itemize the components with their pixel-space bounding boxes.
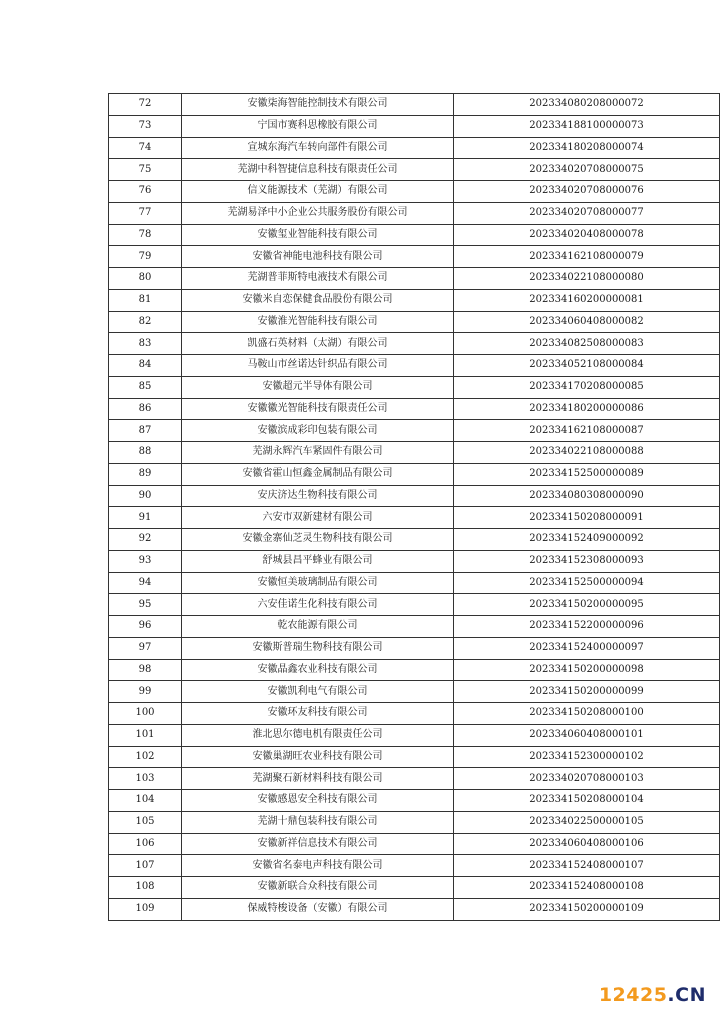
registration-code-cell: 202334150200000099 [454,681,720,703]
company-name-cell: 安徽斯普瑞生物科技有限公司 [182,637,454,659]
registration-code-cell: 202334020708000077 [454,202,720,224]
company-name-cell: 芜湖中科智捷信息科技有限责任公司 [182,159,454,181]
row-number-cell: 92 [109,529,182,551]
row-number-cell: 93 [109,550,182,572]
registration-code-cell: 202334152200000096 [454,616,720,638]
registration-code-cell: 202334022108000080 [454,268,720,290]
row-number-cell: 80 [109,268,182,290]
company-name-cell: 安徽巢湖旺农业科技有限公司 [182,746,454,768]
registration-code-cell: 202334052108000084 [454,355,720,377]
table-row [109,94,720,116]
table-row [109,529,720,551]
row-number-cell: 89 [109,463,182,485]
row-number-cell: 82 [109,311,182,333]
registration-code-cell: 202334020708000075 [454,159,720,181]
registration-code-cell: 202334150208000104 [454,790,720,812]
table-row [109,898,720,920]
row-number-cell: 90 [109,485,182,507]
table-row [109,463,720,485]
table-row [109,246,720,268]
registration-code-cell: 202334022500000105 [454,811,720,833]
table-row [109,398,720,420]
table-row [109,703,720,725]
company-name-cell: 安徽金寨仙芝灵生物科技有限公司 [182,529,454,551]
table-row [109,333,720,355]
table-row [109,159,720,181]
row-number-cell: 88 [109,442,182,464]
row-number-cell: 100 [109,703,182,725]
company-name-cell: 宣城东海汽车转向部件有限公司 [182,137,454,159]
row-number-cell: 79 [109,246,182,268]
row-number-cell: 104 [109,790,182,812]
table-row [109,550,720,572]
table-row [109,420,720,442]
row-number-cell: 78 [109,224,182,246]
table-row [109,137,720,159]
company-name-cell: 安徽米自恋保健食品股份有限公司 [182,289,454,311]
company-name-cell: 凯盛石英材料（太湖）有限公司 [182,333,454,355]
table-row [109,855,720,877]
table-body [109,94,720,921]
table-row [109,659,720,681]
site-watermark [599,984,706,1006]
row-number-cell: 74 [109,137,182,159]
row-number-cell: 72 [109,94,182,116]
row-number-cell: 99 [109,681,182,703]
company-name-cell: 六安市双新建材有限公司 [182,507,454,529]
registration-code-cell: 202334152308000093 [454,550,720,572]
registration-code-cell: 202334152409000092 [454,529,720,551]
table-row [109,311,720,333]
table-row [109,572,720,594]
row-number-cell: 87 [109,420,182,442]
registration-code-cell: 202334160200000081 [454,289,720,311]
table-row [109,202,720,224]
registration-code-cell: 202334020708000103 [454,768,720,790]
company-name-cell: 芜湖十鼎包装科技有限公司 [182,811,454,833]
registration-code-cell: 202334082508000083 [454,333,720,355]
company-name-cell: 安徽新祥信息技术有限公司 [182,833,454,855]
registration-code-cell: 202334150208000091 [454,507,720,529]
row-number-cell: 107 [109,855,182,877]
table-row [109,724,720,746]
table-row [109,268,720,290]
row-number-cell: 85 [109,376,182,398]
company-name-cell: 安徽恒美玻璃制品有限公司 [182,572,454,594]
table-row [109,355,720,377]
row-number-cell: 98 [109,659,182,681]
table-row [109,790,720,812]
row-number-cell: 105 [109,811,182,833]
table-row [109,833,720,855]
table-row [109,811,720,833]
row-number-cell: 97 [109,637,182,659]
company-name-cell: 安徽感恩安全科技有限公司 [182,790,454,812]
registration-code-cell: 202334180208000074 [454,137,720,159]
registration-code-cell: 202334150208000100 [454,703,720,725]
registration-code-cell: 202334152408000107 [454,855,720,877]
table-row [109,637,720,659]
company-name-cell: 安徽省霍山恒鑫金属制品有限公司 [182,463,454,485]
registration-code-cell: 202334022108000088 [454,442,720,464]
row-number-cell: 84 [109,355,182,377]
registration-code-cell: 202334150200000109 [454,898,720,920]
row-number-cell: 77 [109,202,182,224]
table-row [109,442,720,464]
company-name-cell: 芜湖永辉汽车紧固件有限公司 [182,442,454,464]
registration-code-cell: 202334152400000097 [454,637,720,659]
row-number-cell: 83 [109,333,182,355]
company-name-cell: 安徽淮光智能科技有限公司 [182,311,454,333]
registration-code-cell: 202334188100000073 [454,115,720,137]
registration-code-cell: 202334162108000079 [454,246,720,268]
company-name-cell: 安徽晶鑫农业科技有限公司 [182,659,454,681]
table-row [109,376,720,398]
row-number-cell: 75 [109,159,182,181]
registration-code-cell: 202334152408000108 [454,877,720,899]
company-name-cell: 信义能源技术（芜湖）有限公司 [182,181,454,203]
company-list-table [108,93,720,921]
company-name-cell: 安徽省神能电池科技有限公司 [182,246,454,268]
company-name-cell: 安徽徽光智能科技有限责任公司 [182,398,454,420]
row-number-cell: 103 [109,768,182,790]
company-name-cell: 安徽凯利电气有限公司 [182,681,454,703]
registration-code-cell: 202334060408000101 [454,724,720,746]
company-name-cell: 六安佳诺生化科技有限公司 [182,594,454,616]
company-name-cell: 芜湖普菲斯特电液技术有限公司 [182,268,454,290]
table-row [109,877,720,899]
row-number-cell: 109 [109,898,182,920]
registration-code-cell: 202334080308000090 [454,485,720,507]
table-row [109,115,720,137]
company-name-cell: 宁国市赛科思橡胶有限公司 [182,115,454,137]
company-name-cell: 安徽省名泰电声科技有限公司 [182,855,454,877]
company-name-cell: 淮北思尔德电机有限责任公司 [182,724,454,746]
registration-code-cell: 202334170208000085 [454,376,720,398]
registration-code-cell: 202334080208000072 [454,94,720,116]
table-row [109,746,720,768]
row-number-cell: 101 [109,724,182,746]
company-name-cell: 安徽新联合众科技有限公司 [182,877,454,899]
table-row [109,224,720,246]
row-number-cell: 106 [109,833,182,855]
table-row [109,507,720,529]
company-name-cell: 保威特梭设备（安徽）有限公司 [182,898,454,920]
company-name-cell: 安徽环友科技有限公司 [182,703,454,725]
registration-code-cell: 202334150200000098 [454,659,720,681]
company-name-cell: 安徽滨成彩印包装有限公司 [182,420,454,442]
row-number-cell: 108 [109,877,182,899]
company-name-cell: 芜湖聚石新材料科技有限公司 [182,768,454,790]
registration-code-cell: 202334152300000102 [454,746,720,768]
row-number-cell: 81 [109,289,182,311]
table-row [109,181,720,203]
registration-code-cell: 202334152500000089 [454,463,720,485]
registration-code-cell: 202334150200000095 [454,594,720,616]
registration-code-cell: 202334060408000106 [454,833,720,855]
registration-code-cell: 202334162108000087 [454,420,720,442]
registration-code-cell: 202334020408000078 [454,224,720,246]
registration-code-cell: 202334152500000094 [454,572,720,594]
company-name-cell: 芜湖易泽中小企业公共服务股份有限公司 [182,202,454,224]
company-name-cell: 安庆济达生物科技有限公司 [182,485,454,507]
row-number-cell: 91 [109,507,182,529]
company-name-cell: 马鞍山市丝诺达针织品有限公司 [182,355,454,377]
row-number-cell: 86 [109,398,182,420]
row-number-cell: 76 [109,181,182,203]
company-name-cell: 安徽玺业智能科技有限公司 [182,224,454,246]
watermark-number: 12425 [598,984,668,1006]
table-row [109,768,720,790]
table-row [109,594,720,616]
registration-code-cell: 202334180200000086 [454,398,720,420]
registration-code-cell: 202334060408000082 [454,311,720,333]
registration-code-cell: 202334020708000076 [454,181,720,203]
company-name-cell: 安徽超元半导体有限公司 [182,376,454,398]
table-row [109,289,720,311]
company-name-cell: 安徽柒海智能控制技术有限公司 [182,94,454,116]
row-number-cell: 73 [109,115,182,137]
table-row [109,485,720,507]
table-row [109,616,720,638]
row-number-cell: 96 [109,616,182,638]
row-number-cell: 95 [109,594,182,616]
row-number-cell: 102 [109,746,182,768]
company-name-cell: 舒城县昌平蜂业有限公司 [182,550,454,572]
watermark-domain: .CN [667,984,706,1006]
table-row [109,681,720,703]
row-number-cell: 94 [109,572,182,594]
company-name-cell: 乾农能源有限公司 [182,616,454,638]
